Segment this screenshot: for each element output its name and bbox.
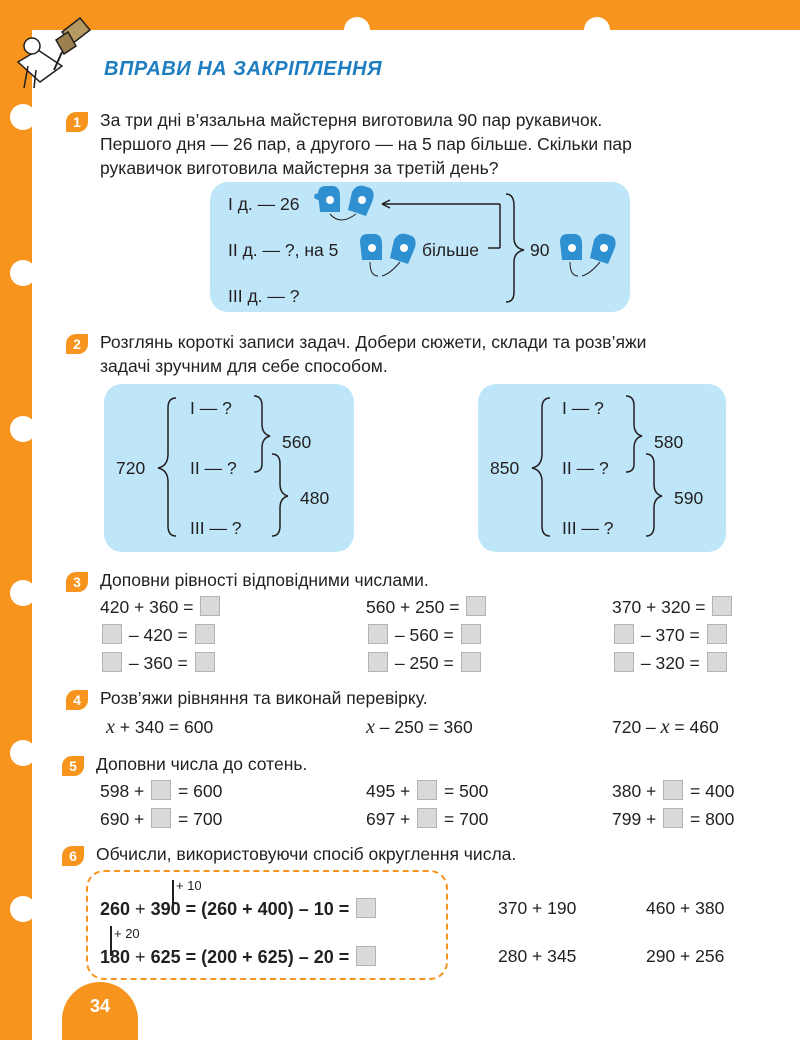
answer-box[interactable] <box>466 596 486 616</box>
example-2 <box>100 946 378 968</box>
right-part2: ІІ — ? <box>562 458 609 478</box>
page-number: 34 <box>89 996 111 1016</box>
answer-box[interactable] <box>614 652 634 672</box>
exercise: 460 + 380 <box>646 898 725 918</box>
eq-text: 690 + <box>100 809 145 829</box>
binder-hole <box>10 580 36 606</box>
example-1 <box>100 898 378 920</box>
eq-text: + 340 = 600 <box>114 717 214 737</box>
right-total: 850 <box>490 458 520 478</box>
eq-text: – 420 = <box>128 625 188 645</box>
answer-box[interactable] <box>200 596 220 616</box>
eq-row <box>612 652 729 674</box>
variable: x <box>106 716 115 738</box>
exercise: 280 + 345 <box>498 946 577 966</box>
task1-text <box>100 108 746 180</box>
answer-box[interactable] <box>151 808 171 828</box>
equation-3 <box>612 716 719 739</box>
answer-box[interactable] <box>102 624 122 644</box>
binder-hole <box>344 17 370 43</box>
task1-line: Першого дня — 26 пар, а другого — на 5 пар більше. Скільки пар <box>100 134 632 154</box>
eq-text: = 500 <box>444 781 489 801</box>
task-number-badge: 6 <box>62 846 84 866</box>
eq-text: 380 + <box>612 781 657 801</box>
task-number-badge: 5 <box>62 756 84 776</box>
eq-row <box>100 596 222 618</box>
answer-box[interactable] <box>614 624 634 644</box>
task3-text: Доповни рівності відповідними числами. <box>100 570 429 590</box>
eq-row <box>100 808 222 830</box>
task1-line: За три дні в’язальна майстерня виготовила 90 пар рукавичок. <box>100 110 603 130</box>
task-number-badge: 3 <box>66 572 88 592</box>
variable: x <box>660 716 670 738</box>
binder-hole <box>10 416 36 442</box>
equation-1 <box>106 716 213 739</box>
answer-box[interactable] <box>663 780 683 800</box>
task6-text: Обчисли, використовуючи спосіб округлення числа. <box>96 844 517 864</box>
eq-text: + <box>130 947 151 967</box>
exercise: 370 + 190 <box>498 898 577 918</box>
answer-box[interactable] <box>102 652 122 672</box>
binder-hole <box>10 260 36 286</box>
eq-row <box>100 780 222 802</box>
mittens-icon <box>356 232 422 284</box>
answer-box[interactable] <box>368 652 388 672</box>
task4-text: Розв’яжи рівняння та виконай перевірку. <box>100 688 428 708</box>
eq-text: 720 – <box>612 717 661 737</box>
left-part1: І — ? <box>190 398 232 418</box>
answer-box[interactable] <box>195 652 215 672</box>
eq-row <box>366 624 483 646</box>
answer-box[interactable] <box>368 624 388 644</box>
eq-text: + <box>130 899 151 919</box>
eq-text: 799 + <box>612 809 657 829</box>
eq-row <box>366 780 488 802</box>
right-braces <box>478 384 726 552</box>
eq-text: 697 + <box>366 809 411 829</box>
eq-text: – 250 = <box>394 653 454 673</box>
eq-text: = 700 <box>178 809 223 829</box>
diagram-day2-prefix: ІІ д. — ?, на 5 <box>228 240 339 260</box>
eq-row <box>366 652 483 674</box>
answer-box[interactable] <box>461 652 481 672</box>
left-sum23: 480 <box>300 488 330 508</box>
eq-row <box>100 652 217 674</box>
section-title: ВПРАВИ НА ЗАКРІПЛЕННЯ <box>104 58 383 80</box>
answer-box[interactable] <box>417 780 437 800</box>
eq-row <box>612 780 734 802</box>
eq-text: – 250 = 360 <box>374 717 473 737</box>
eq-text: = (260 + 400) – 10 = <box>180 899 350 919</box>
eq-row <box>612 596 734 618</box>
task-number-badge: 4 <box>66 690 88 710</box>
eq-row <box>612 808 734 830</box>
diagram-day2-suffix: більше <box>422 240 480 260</box>
left-braces <box>104 384 354 552</box>
eq-text: – 560 = <box>394 625 454 645</box>
right-sum12: 580 <box>654 432 684 452</box>
task2-line: задачі зручним для себе способом. <box>100 356 388 376</box>
answer-box[interactable] <box>356 898 376 918</box>
eq-text: 370 + 320 = <box>612 597 706 617</box>
eq-text: 598 + <box>100 781 145 801</box>
answer-box[interactable] <box>195 624 215 644</box>
left-total: 720 <box>116 458 146 478</box>
eq-text: 1 <box>100 947 111 967</box>
task-number-badge: 2 <box>66 334 88 354</box>
diagram-total: 90 <box>530 240 550 260</box>
eq-text: = 400 <box>690 781 735 801</box>
answer-box[interactable] <box>151 780 171 800</box>
eq-text: – 370 = <box>640 625 700 645</box>
task2-line: Розглянь короткі записи задач. Добери сюжети, склади та розв’яжи <box>100 332 647 352</box>
binder-hole <box>10 896 36 922</box>
eq-text: 80 <box>110 947 131 967</box>
eq-text: = 460 <box>669 717 719 737</box>
answer-box[interactable] <box>707 624 727 644</box>
eq-row <box>366 808 488 830</box>
right-sum23: 590 <box>674 488 704 508</box>
left-part3: ІІІ — ? <box>190 518 242 538</box>
eq-text: 3 <box>150 899 161 919</box>
answer-box[interactable] <box>417 808 437 828</box>
right-part1: І — ? <box>562 398 604 418</box>
eq-text: 90 <box>160 899 181 919</box>
eq-text: = 600 <box>178 781 223 801</box>
binder-hole <box>10 740 36 766</box>
binder-hole <box>10 104 36 130</box>
diagram-day1: І д. — 26 <box>228 194 300 214</box>
right-part3: ІІІ — ? <box>562 518 614 538</box>
eq-row <box>100 624 217 646</box>
answer-box[interactable] <box>707 652 727 672</box>
answer-box[interactable] <box>663 808 683 828</box>
eq-text: = 700 <box>444 809 489 829</box>
eq-text: – 360 = <box>128 653 188 673</box>
task5-text: Доповни числа до сотень. <box>96 754 308 774</box>
eq-row <box>612 624 729 646</box>
rounding-note: + 20 <box>114 926 140 941</box>
variable: x <box>366 716 375 738</box>
left-part2: ІІ — ? <box>190 458 237 478</box>
equation-2 <box>366 716 473 739</box>
task2-text <box>100 330 746 378</box>
eq-text: 560 + 250 = <box>366 597 460 617</box>
left-sum12: 560 <box>282 432 312 452</box>
mittens-icon <box>556 232 622 284</box>
eq-text: 420 + 360 = <box>100 597 194 617</box>
left-orange-band <box>0 0 32 1040</box>
eq-text: 495 + <box>366 781 411 801</box>
eq-text: – 320 = <box>640 653 700 673</box>
exercise: 290 + 256 <box>646 946 725 966</box>
rounding-note: + 10 <box>176 878 202 893</box>
eq-row <box>366 596 488 618</box>
answer-box[interactable] <box>712 596 732 616</box>
eq-text: 625 <box>150 947 181 967</box>
answer-box[interactable] <box>461 624 481 644</box>
task-number-badge: 1 <box>66 112 88 132</box>
binder-hole <box>584 17 610 43</box>
answer-box[interactable] <box>356 946 376 966</box>
eq-text: = (200 + 625) – 20 = <box>180 947 350 967</box>
eq-text: = 800 <box>690 809 735 829</box>
top-orange-band <box>0 0 800 30</box>
pushpin-mascot-icon <box>10 10 100 90</box>
diagram-day3: ІІІ д. — ? <box>228 286 300 306</box>
eq-text: 260 <box>100 899 131 919</box>
task1-line: рукавичок виготовила майстерня за третій день? <box>100 158 499 178</box>
mittens-icon <box>314 184 380 226</box>
